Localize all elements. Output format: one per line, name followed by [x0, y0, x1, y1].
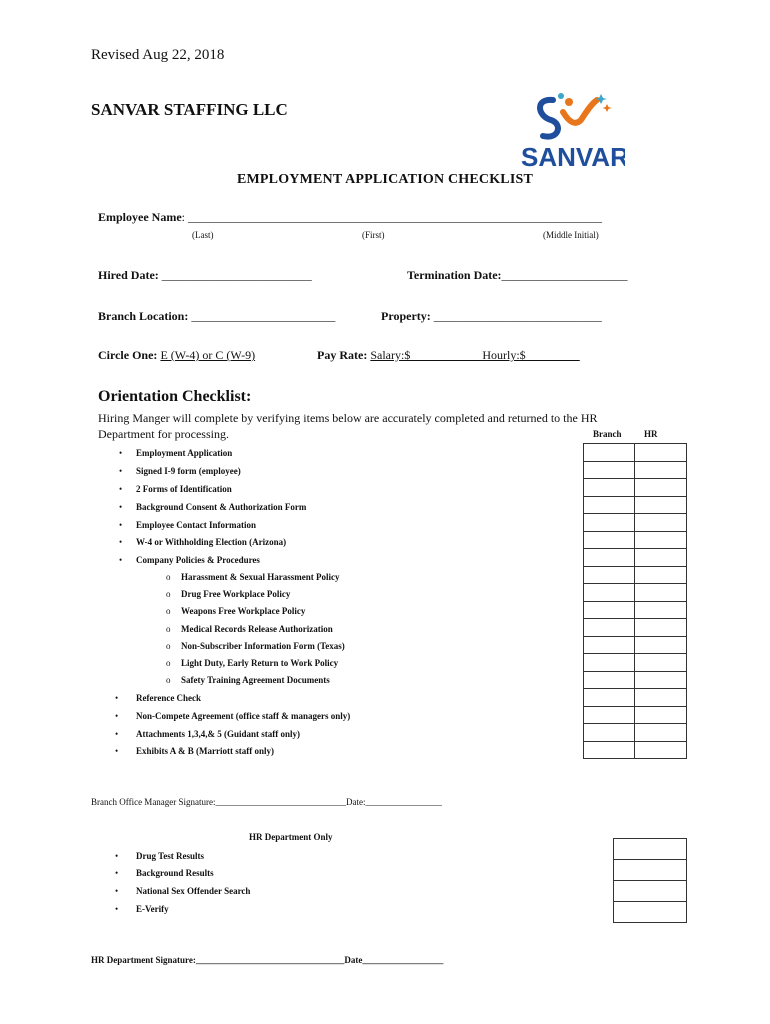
circle-one-label: Circle One: — [98, 348, 158, 362]
item-label: Employee Contact Information — [136, 520, 256, 530]
hr-date-blank[interactable]: __________________ — [362, 955, 444, 965]
checkbox-row — [584, 706, 687, 724]
hr-checkbox-cell[interactable] — [635, 654, 687, 672]
checkbox-row — [584, 461, 687, 479]
sub-bullet-mark: o — [166, 675, 171, 685]
hr-checkbox-cell[interactable] — [635, 461, 687, 479]
checkbox-row — [584, 444, 687, 462]
company-name: SANVAR STAFFING LLC — [91, 100, 288, 119]
branch-checkbox-cell[interactable] — [584, 654, 635, 672]
checkbox-row — [584, 689, 687, 707]
bullet-mark: • — [119, 555, 123, 565]
checkbox-row — [584, 619, 687, 637]
employee-name-row — [98, 210, 602, 225]
item-label: Signed I-9 form (employee) — [136, 466, 241, 476]
checkbox-row — [584, 584, 687, 602]
checkbox-row — [584, 531, 687, 549]
checkbox-row — [584, 566, 687, 584]
checkbox-row — [584, 496, 687, 514]
checkbox-row — [584, 724, 687, 742]
hr-checkbox-grid — [613, 838, 687, 923]
branch-location-label: Branch Location: — [98, 309, 189, 323]
branch-location-blank[interactable]: ________________________ — [191, 309, 336, 323]
orientation-title: Orientation Checklist: — [98, 388, 252, 405]
hr-signature-row — [91, 955, 443, 965]
hr-signature-label: HR Department Signature: — [91, 955, 196, 965]
pay-rate-label: Pay Rate: — [317, 348, 368, 362]
branch-checkbox-cell[interactable] — [584, 706, 635, 724]
hr-checkbox-cell[interactable] — [635, 444, 687, 462]
hr-checkbox-cell[interactable] — [614, 881, 687, 902]
branch-checkbox-cell[interactable] — [584, 444, 635, 462]
item-label: Background Results — [136, 868, 214, 878]
termination-date-label: Termination Date: — [407, 268, 502, 282]
hr-checkbox-cell[interactable] — [635, 549, 687, 567]
bullet-mark: • — [115, 851, 119, 861]
hr-checkbox-cell[interactable] — [635, 706, 687, 724]
name-sub-first: (First) — [362, 230, 385, 240]
column-branch: Branch — [593, 429, 622, 439]
hr-checkbox-cell[interactable] — [635, 514, 687, 532]
branch-checkbox-cell[interactable] — [584, 549, 635, 567]
checkbox-row — [584, 479, 687, 497]
pay-rate-hourly[interactable]: Hourly:$_________ — [482, 348, 580, 362]
employee-name-label: Employee Name — [98, 210, 182, 224]
termination-date-blank[interactable]: _____________________ — [501, 268, 628, 282]
checkbox-row — [614, 839, 687, 860]
branch-checkbox-cell[interactable] — [584, 601, 635, 619]
item-label: E-Verify — [136, 904, 169, 914]
bullet-mark: • — [119, 484, 123, 494]
sub-item-label: Medical Records Release Authorization — [181, 624, 333, 634]
orientation-checkbox-grid — [583, 443, 687, 759]
property-row — [381, 309, 602, 324]
bullet-mark: • — [115, 729, 119, 739]
revised-date: Revised Aug 22, 2018 — [91, 47, 225, 63]
branch-checkbox-cell[interactable] — [584, 531, 635, 549]
branch-checkbox-cell[interactable] — [584, 496, 635, 514]
sub-item-label: Drug Free Workplace Policy — [181, 589, 291, 599]
column-hr: HR — [644, 429, 658, 439]
hired-date-row — [98, 268, 312, 283]
name-sub-middle: (Middle Initial) — [543, 230, 599, 240]
pay-rate-row — [317, 348, 580, 363]
bullet-mark: • — [115, 904, 119, 914]
bullet-mark: • — [119, 537, 123, 547]
hr-checkbox-cell[interactable] — [635, 724, 687, 742]
checkbox-row — [584, 601, 687, 619]
hr-checkbox-cell[interactable] — [635, 601, 687, 619]
checkbox-row — [584, 549, 687, 567]
sub-item-label: Non-Subscriber Information Form (Texas) — [181, 641, 345, 651]
bullet-mark: • — [115, 886, 119, 896]
bullet-mark: • — [119, 520, 123, 530]
item-label: Drug Test Results — [136, 851, 205, 861]
branch-checkbox-cell[interactable] — [584, 479, 635, 497]
checkbox-row — [584, 741, 687, 759]
hr-checkbox-cell[interactable] — [635, 636, 687, 654]
bullet-mark: • — [115, 868, 119, 878]
orientation-intro: Hiring Manger will complete by verifying items below are accurately completed and returned to the HR Department for processing. — [98, 411, 598, 441]
item-label: Company Policies & Procedures — [136, 555, 260, 565]
branch-date-label: Date: — [346, 797, 366, 807]
employee-name-blank[interactable]: : _____________________________________________________________________ — [181, 210, 602, 224]
branch-checkbox-cell[interactable] — [584, 689, 635, 707]
hr-checkbox-cell[interactable] — [635, 566, 687, 584]
item-label: Non-Compete Agreement (office staff & managers only) — [136, 711, 351, 721]
branch-checkbox-cell[interactable] — [584, 636, 635, 654]
branch-checkbox-cell[interactable] — [584, 584, 635, 602]
hr-checkbox-cell[interactable] — [635, 496, 687, 514]
property-label: Property: — [381, 309, 431, 323]
hr-checkbox-cell[interactable] — [635, 689, 687, 707]
hr-signature-blank[interactable]: _________________________________ — [195, 955, 345, 965]
document-title: EMPLOYMENT APPLICATION CHECKLIST — [236, 172, 534, 187]
branch-checkbox-cell[interactable] — [584, 566, 635, 584]
item-label: Employment Application — [136, 448, 233, 458]
checkbox-row — [584, 671, 687, 689]
branch-location-row — [98, 309, 335, 324]
checkbox-row — [614, 860, 687, 881]
sub-bullet-mark: o — [166, 572, 171, 582]
checkbox-row — [584, 636, 687, 654]
item-label: 2 Forms of Identification — [136, 484, 232, 494]
hr-checkbox-cell[interactable] — [635, 619, 687, 637]
hired-date-label: Hired Date: — [98, 268, 159, 282]
sanvar-logo — [515, 90, 625, 170]
sub-bullet-mark: o — [166, 624, 171, 634]
branch-checkbox-cell[interactable] — [584, 461, 635, 479]
hr-checkbox-cell[interactable] — [614, 902, 687, 923]
checkbox-row — [584, 654, 687, 672]
sub-bullet-mark: o — [166, 641, 171, 651]
hr-section-title: HR Department Only — [249, 832, 333, 842]
branch-checkbox-cell[interactable] — [584, 671, 635, 689]
branch-checkbox-cell[interactable] — [584, 619, 635, 637]
sub-item-label: Weapons Free Workplace Policy — [181, 606, 306, 616]
hr-checkbox-cell[interactable] — [614, 860, 687, 881]
bullet-mark: • — [115, 711, 119, 721]
item-label: Reference Check — [136, 693, 202, 703]
checkbox-row — [584, 514, 687, 532]
hr-checkbox-cell[interactable] — [635, 741, 687, 759]
logo-text: SANVAR — [521, 142, 625, 170]
branch-signature-row — [91, 797, 442, 807]
sub-item-label: Light Duty, Early Return to Work Policy — [181, 658, 339, 668]
hr-checkbox-cell[interactable] — [635, 531, 687, 549]
item-label: Background Consent & Authorization Form — [136, 502, 307, 512]
branch-checkbox-cell[interactable] — [584, 514, 635, 532]
item-label: W-4 or Withholding Election (Arizona) — [136, 537, 287, 547]
pay-rate-salary[interactable]: Salary:$____________ — [370, 348, 483, 362]
sub-bullet-mark: o — [166, 606, 171, 616]
branch-signature-blank[interactable]: _____________________________ — [215, 797, 347, 807]
bullet-mark: • — [115, 746, 119, 756]
hr-checkbox-cell[interactable] — [614, 839, 687, 860]
property-blank[interactable]: ____________________________ — [433, 309, 602, 323]
checkbox-row — [614, 902, 687, 923]
branch-checkbox-cell[interactable] — [584, 741, 635, 759]
hr-date-label: Date — [344, 955, 363, 965]
name-sub-last: (Last) — [192, 230, 214, 240]
branch-checkbox-cell[interactable] — [584, 724, 635, 742]
hr-checkbox-cell[interactable] — [635, 479, 687, 497]
bullet-mark: • — [119, 466, 123, 476]
circle-one-value[interactable]: E (W-4) or C (W-9) — [160, 348, 256, 362]
bullet-mark: • — [119, 502, 123, 512]
bullet-mark: • — [115, 693, 119, 703]
hired-date-blank[interactable]: _________________________ — [161, 268, 312, 282]
branch-date-blank[interactable]: _________________ — [365, 797, 443, 807]
item-label: National Sex Offender Search — [136, 886, 251, 896]
circle-one-row — [98, 348, 255, 363]
item-label: Exhibits A & B (Marriott staff only) — [136, 746, 274, 756]
hr-checkbox-cell[interactable] — [635, 671, 687, 689]
checkbox-row — [614, 881, 687, 902]
sub-bullet-mark: o — [166, 589, 171, 599]
sub-item-label: Harassment & Sexual Harassment Policy — [181, 572, 340, 582]
sub-item-label: Safety Training Agreement Documents — [181, 675, 330, 685]
termination-date-row — [407, 268, 628, 283]
item-label: Attachments 1,3,4,& 5 (Guidant staff only) — [136, 729, 300, 739]
branch-signature-label: Branch Office Manager Signature: — [91, 797, 216, 807]
sub-bullet-mark: o — [166, 658, 171, 668]
bullet-mark: • — [119, 448, 123, 458]
hr-checkbox-cell[interactable] — [635, 584, 687, 602]
